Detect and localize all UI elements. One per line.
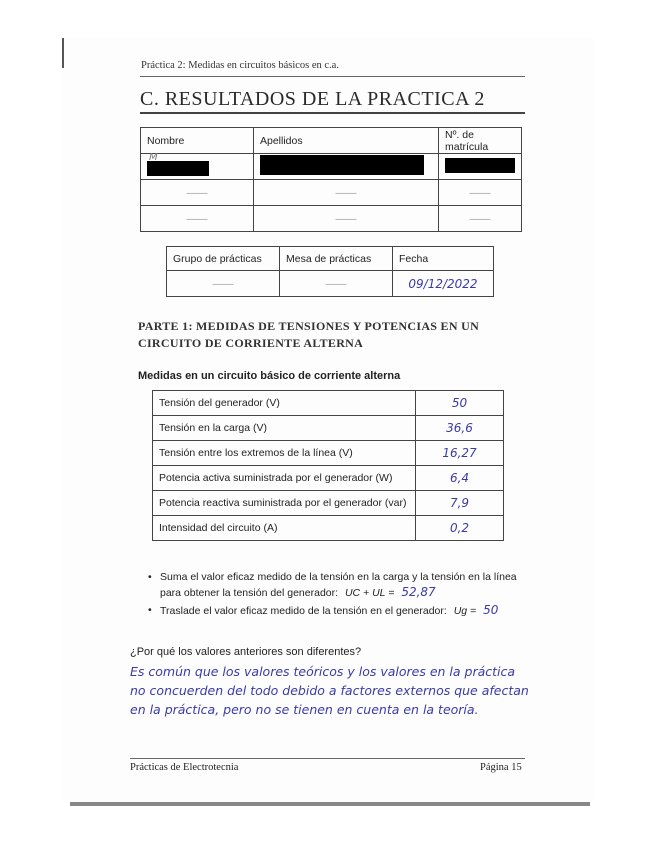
cell-fecha: 09/12/2022 bbox=[393, 271, 494, 297]
footer-left: Prácticas de Electrotecnia bbox=[130, 762, 239, 773]
cell-nombre-redacted bbox=[141, 154, 254, 180]
measure-value: 16,27 bbox=[416, 441, 504, 466]
page-number: Página 15 bbox=[480, 762, 522, 773]
redaction-bar bbox=[445, 158, 515, 173]
col-header-apellidos: Apellidos bbox=[254, 128, 439, 154]
bullet-item bbox=[148, 570, 533, 601]
bullet-list bbox=[148, 570, 533, 621]
scan-edge bbox=[62, 38, 64, 68]
cell-nombre: —— bbox=[141, 180, 254, 206]
col-header-matricula: Nº. de matrícula bbox=[439, 128, 522, 154]
header-rule bbox=[140, 76, 525, 77]
part1-subtitle: Medidas en un circuito básico de corriente alterna bbox=[138, 370, 401, 382]
cell-apellidos: —— bbox=[254, 180, 439, 206]
cell-nombre: —— bbox=[141, 206, 254, 232]
measure-label: Potencia reactiva suministrada por el generador (var) bbox=[153, 491, 416, 516]
students-table bbox=[140, 127, 522, 232]
title-rule bbox=[140, 112, 525, 114]
gen-formula: Ug = bbox=[453, 605, 477, 617]
measure-label: Tensión en la carga (V) bbox=[153, 416, 416, 441]
measure-label: Potencia activa suministrada por el generador (W) bbox=[153, 466, 416, 491]
cell-apellidos-redacted bbox=[254, 154, 439, 180]
section-title: C. RESULTADOS DE LA PRACTICA 2 bbox=[140, 88, 485, 110]
cell-matricula: —— bbox=[439, 180, 522, 206]
col-header-mesa: Mesa de prácticas bbox=[280, 247, 393, 271]
col-header-grupo: Grupo de prácticas bbox=[167, 247, 280, 271]
cell-mesa: —— bbox=[280, 271, 393, 297]
question-text: ¿Por qué los valores anteriores son diferentes? bbox=[130, 646, 362, 658]
group-table bbox=[166, 246, 494, 297]
col-header-fecha: Fecha bbox=[393, 247, 494, 271]
handwritten-answer: Es común que los valores teóricos y los valores en la práctica no concuerden del todo debido a factores externos que afectan en la práctica, pero no se tienen en cuenta en la teoría. bbox=[130, 664, 529, 717]
measure-value: 0,2 bbox=[416, 516, 504, 541]
scan-shadow bbox=[70, 802, 590, 806]
handwritten-initial: M bbox=[149, 152, 158, 163]
measure-value: 36,6 bbox=[416, 416, 504, 441]
bullet-sum-text: Suma el valor eficaz medido de la tensión en la carga y la tensión en la línea para obtener la tensión del generador: bbox=[160, 571, 517, 599]
cell-apellidos: —— bbox=[254, 206, 439, 232]
redaction-bar bbox=[260, 155, 424, 175]
bullet-gen-text: Traslade el valor eficaz medido de la tensión en el generador: bbox=[160, 605, 447, 617]
measure-value: 6,4 bbox=[416, 466, 504, 491]
measure-label: Intensidad del circuito (A) bbox=[153, 516, 416, 541]
bullet-dot-icon: • bbox=[148, 604, 152, 616]
measure-label: Tensión del generador (V) bbox=[153, 391, 416, 416]
gen-value: 50 bbox=[483, 603, 499, 617]
cell-matricula: —— bbox=[439, 206, 522, 232]
cell-matricula-redacted bbox=[439, 154, 522, 180]
bullet-item bbox=[148, 603, 533, 619]
sum-value: 52,87 bbox=[401, 585, 436, 599]
measure-label: Tensión entre los extremos de la línea (V) bbox=[153, 441, 416, 466]
running-head: Práctica 2: Medidas en circuitos básicos en c.a. bbox=[141, 60, 339, 71]
measure-value: 50 bbox=[416, 391, 504, 416]
bullet-dot-icon: • bbox=[148, 571, 152, 583]
sum-formula: UC + UL = bbox=[344, 587, 395, 599]
col-header-nombre: Nombre bbox=[141, 128, 254, 154]
footer-rule bbox=[130, 758, 525, 759]
cell-grupo: —— bbox=[167, 271, 280, 297]
measurements-table bbox=[152, 390, 504, 541]
measure-value: 7,9 bbox=[416, 491, 504, 516]
part1-title: PARTE 1: MEDIDAS DE TENSIONES Y POTENCIAS EN UN CIRCUITO DE CORRIENTE ALTERNA bbox=[138, 319, 480, 350]
